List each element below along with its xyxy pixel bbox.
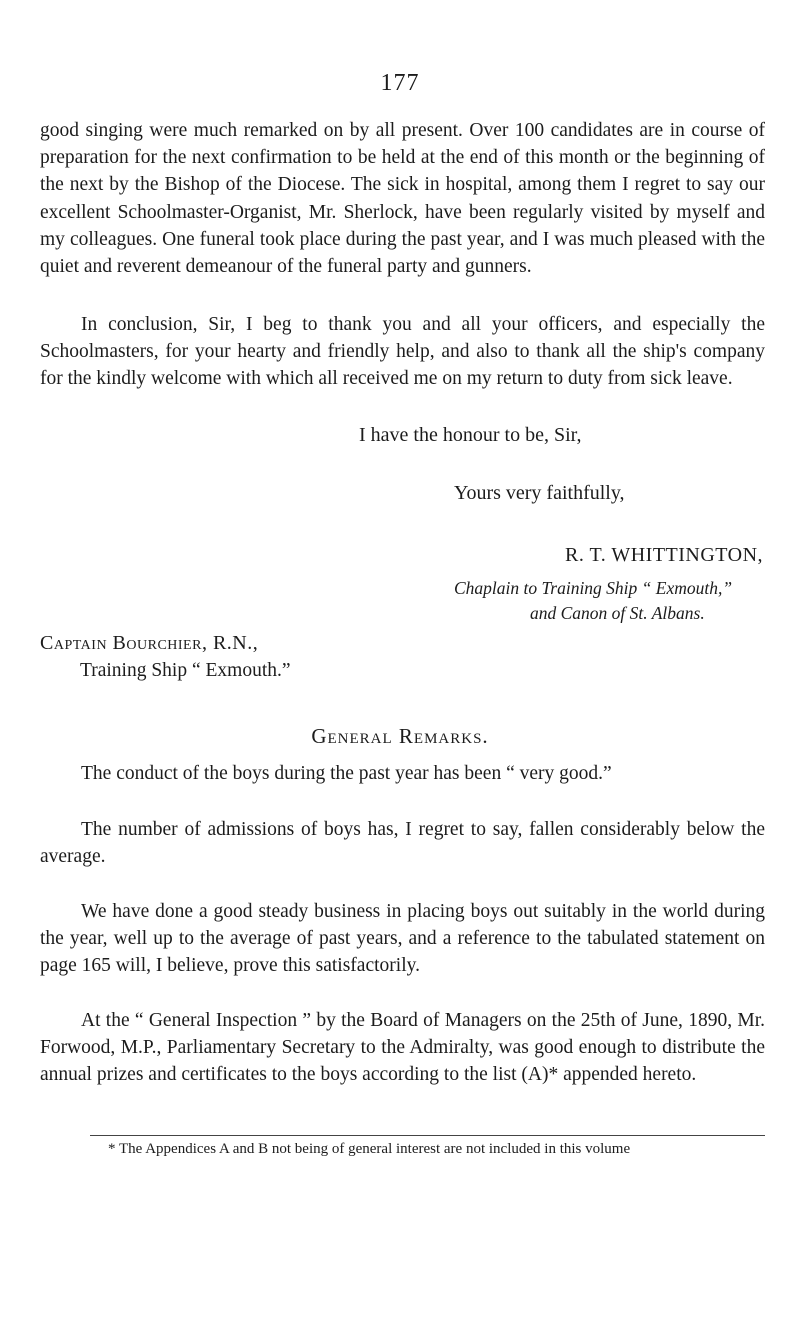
paragraph-general-inspection: At the “ General Inspection ” by the Board of Managers on the 25th of June, 1890, Mr. Forwood, M.P., Parliamentary Secretary to the Admiralty, was good enough to distribute the annual prizes and certificates to the boys according to the list (A)* appended hereto. [40,1010,765,1086]
footnote: * The Appendices A and B not being of general interest are not included in this volume [108,1141,631,1157]
letter-closing: I have the honour to be, Sir, [359,424,582,446]
signatory-title-line2: and Canon of St. Albans. [530,603,705,623]
paragraph-conclusion: In conclusion, Sir, I beg to thank you and all your officers, and especially the Schoolmasters, for your hearty and friendly help, and also to thank all the ship's company for the kindly welcome with which all received me on my return to duty from sick leave. [40,314,765,390]
paragraph-sick-report: good singing were much remarked on by all present. Over 100 candidates are in course of preparation for the next confirmation to be held at the end of this month or the beginning of the next by the Bishop of the Diocese. The sick in hospital, among them I regret to say our excellent Schoolmaster-Organist, Mr. Sherlock, have been regularly visited by myself and my colleagues. One funeral took place during the past year, and I was much pleased with the quiet and reverent demeanour of the funeral party and gunners. [40,120,765,278]
letter-valediction: Yours very faithfully, [454,482,625,504]
paragraph-conduct: The conduct of the boys during the past year has been “ very good.” [81,763,612,784]
signatory-title-line1: Chaplain to Training Ship “ Exmouth,” [454,578,733,598]
paragraph-admissions: The number of admissions of boys has, I regret to say, fallen considerably below the average. [40,819,765,868]
footnote-divider [90,1135,765,1136]
paragraph-placing-boys: We have done a good steady business in placing boys out suitably in the world during the year, well up to the average of past years, and a reference to the tabulated statement on page 165 will, I believe, prove this satisfactorily. [40,901,765,977]
page-number: 177 [380,70,420,96]
letter-addressee-ship: Training Ship “ Exmouth.” [80,660,291,681]
section-heading: General Remarks. [311,724,489,748]
letter-signature: R. T. WHITTINGTON, [565,544,764,566]
letter-addressee: Captain Bourchier, R.N., [40,632,259,654]
